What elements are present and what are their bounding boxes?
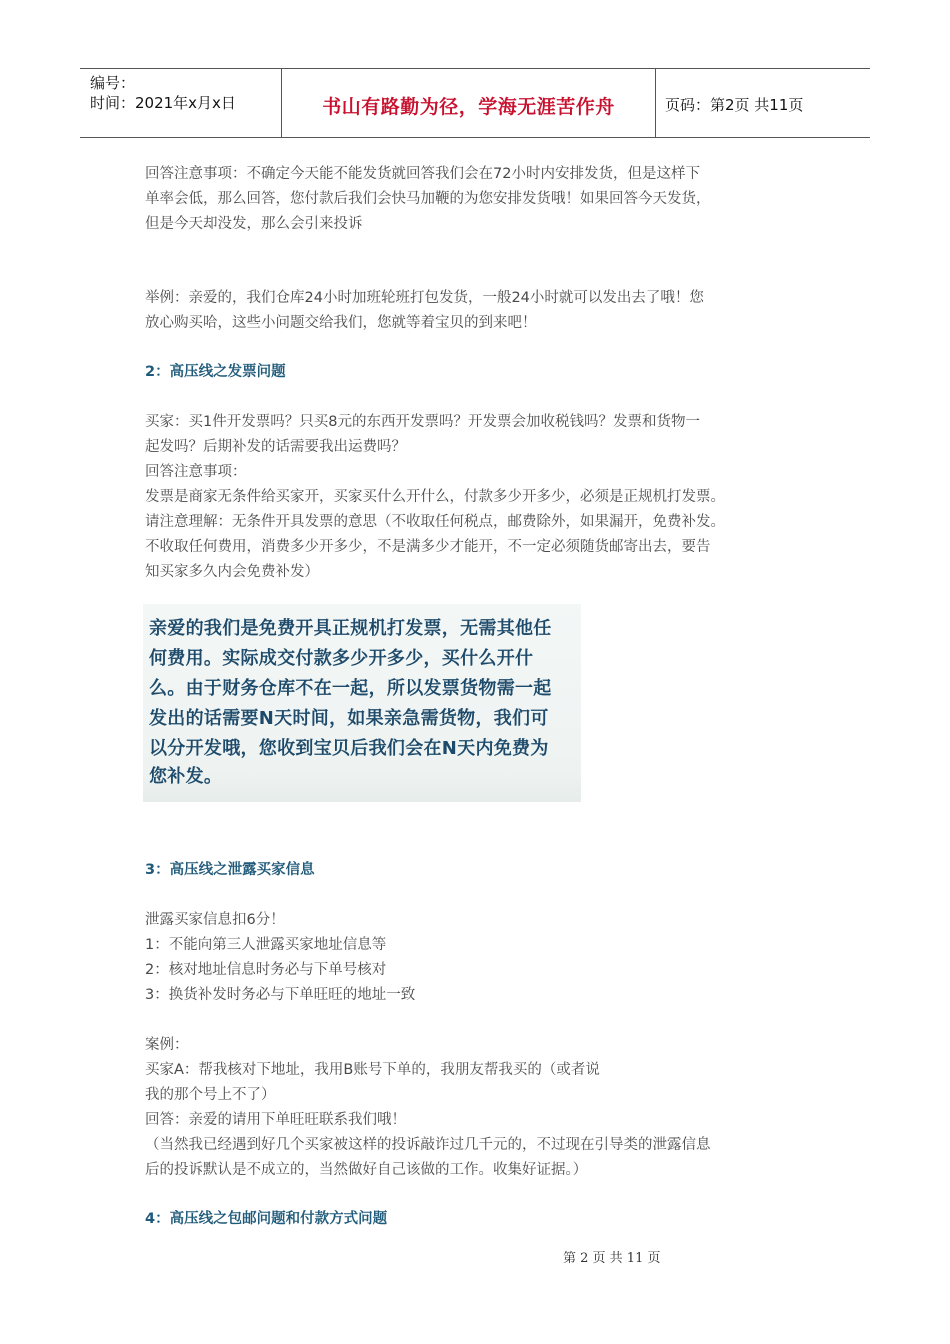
image-text-line: 以分开发哦，您收到宝贝后我们会在N天内免费为 <box>149 738 549 759</box>
section2-note-title: 回答注意事项： <box>145 464 247 480</box>
section2-note-line: 不收取任何费用，消费多少开多少，不是满多少才能开，不一定必须随货邮寄出去，要告 <box>145 539 711 555</box>
section3-rule-line: 3：换货补发时务必与下单旺旺的地址一致 <box>145 987 416 1003</box>
image-text-line: 亲爱的我们是免费开具正规机打发票，无需其他任 <box>149 618 552 639</box>
image-text-line: 何费用。实际成交付款多少开多少，买什么开什 <box>149 648 534 669</box>
section3-rule-line: 2：核对地址信息时务必与下单号核对 <box>145 962 387 978</box>
header-motto-cell <box>281 69 656 137</box>
section3-rule-line: 1：不能向第三人泄露买家地址信息等 <box>145 937 387 953</box>
image-text-line: 您补发。 <box>149 766 223 787</box>
section2-note-line: 发票是商家无条件给买家开，买家买什么开什么，付款多少开多少，必须是正规机打发票。 <box>145 489 725 505</box>
section3-case-line: （当然我已经遇到好几个买家被这样的投诉敲诈过几千元的，不过现在引导类的泄露信息 <box>145 1137 711 1153</box>
section3-case-line: 买家A：帮我核对下地址，我用B账号下单的，我朋友帮我买的（或者说 <box>145 1062 600 1078</box>
header-page-cell <box>655 69 870 137</box>
section4-heading: 4：高压线之包邮问题和付款方式问题 <box>145 1211 388 1227</box>
section3-case-line: 后的投诉默认是不成立的，当然做好自己该做的工作。收集好证据。） <box>145 1162 588 1178</box>
header-meta-cell <box>80 69 281 137</box>
intro-note-line: 回答注意事项：不确定今天能不能发货就回答我们会在72小时内安排发货，但是这样下 <box>145 166 700 182</box>
section3-case-line: 我的那个号上不了） <box>145 1087 276 1103</box>
intro-note-line: 单率会低，那么回答，您付款后我们会快马加鞭的为您安排发货哦！如果回答今天发货， <box>145 191 711 207</box>
section3-heading: 3：高压线之泄露买家信息 <box>145 862 315 878</box>
date-line: 时间：2021年x月x日 <box>90 94 236 112</box>
section3-case-line: 回答：亲爱的请用下单旺旺联系我们哦！ <box>145 1112 406 1128</box>
image-text-line: 发出的话需要N天时间，如果亲急需货物，我们可 <box>149 708 549 729</box>
section2-buyer-line: 起发吗？后期补发的话需要我出运费吗？ <box>145 439 406 455</box>
intro-note-line: 但是今天却没发，那么会引来投诉 <box>145 216 363 232</box>
section2-buyer-line: 买家：买1件开发票吗？只买8元的东西开发票吗？开发票会加收税钱吗？发票和货物一 <box>145 414 700 430</box>
invoice-reply-image <box>143 604 581 802</box>
intro-example-line: 放心购买哈，这些小问题交给我们，您就等着宝贝的到来吧！ <box>145 315 537 331</box>
section2-heading: 2：高压线之发票问题 <box>145 364 286 380</box>
page-info: 页码：第2页 共11页 <box>665 96 804 114</box>
intro-example-line: 举例：亲爱的，我们仓库24小时加班轮班打包发货，一般24小时就可以发出去了哦！您 <box>145 290 704 306</box>
section3-rule-line: 泄露买家信息扣6分！ <box>145 912 285 928</box>
motto: 书山有路勤为径，学海无涯苦作舟 <box>322 96 615 118</box>
page-footer: 第 2 页 共 11 页 <box>563 1251 661 1266</box>
section2-note-line: 知买家多久内会免费补发） <box>145 564 319 580</box>
number-label: 编号： <box>90 74 136 92</box>
document-header <box>80 68 870 138</box>
image-text-line: 么。由于财务仓库不在一起，所以发票货物需一起 <box>149 678 552 699</box>
section3-case-line: 案例： <box>145 1037 189 1053</box>
section2-note-line: 请注意理解：无条件开具发票的意思（不收取任何税点，邮费除外，如果漏开，免费补发。 <box>145 514 725 530</box>
